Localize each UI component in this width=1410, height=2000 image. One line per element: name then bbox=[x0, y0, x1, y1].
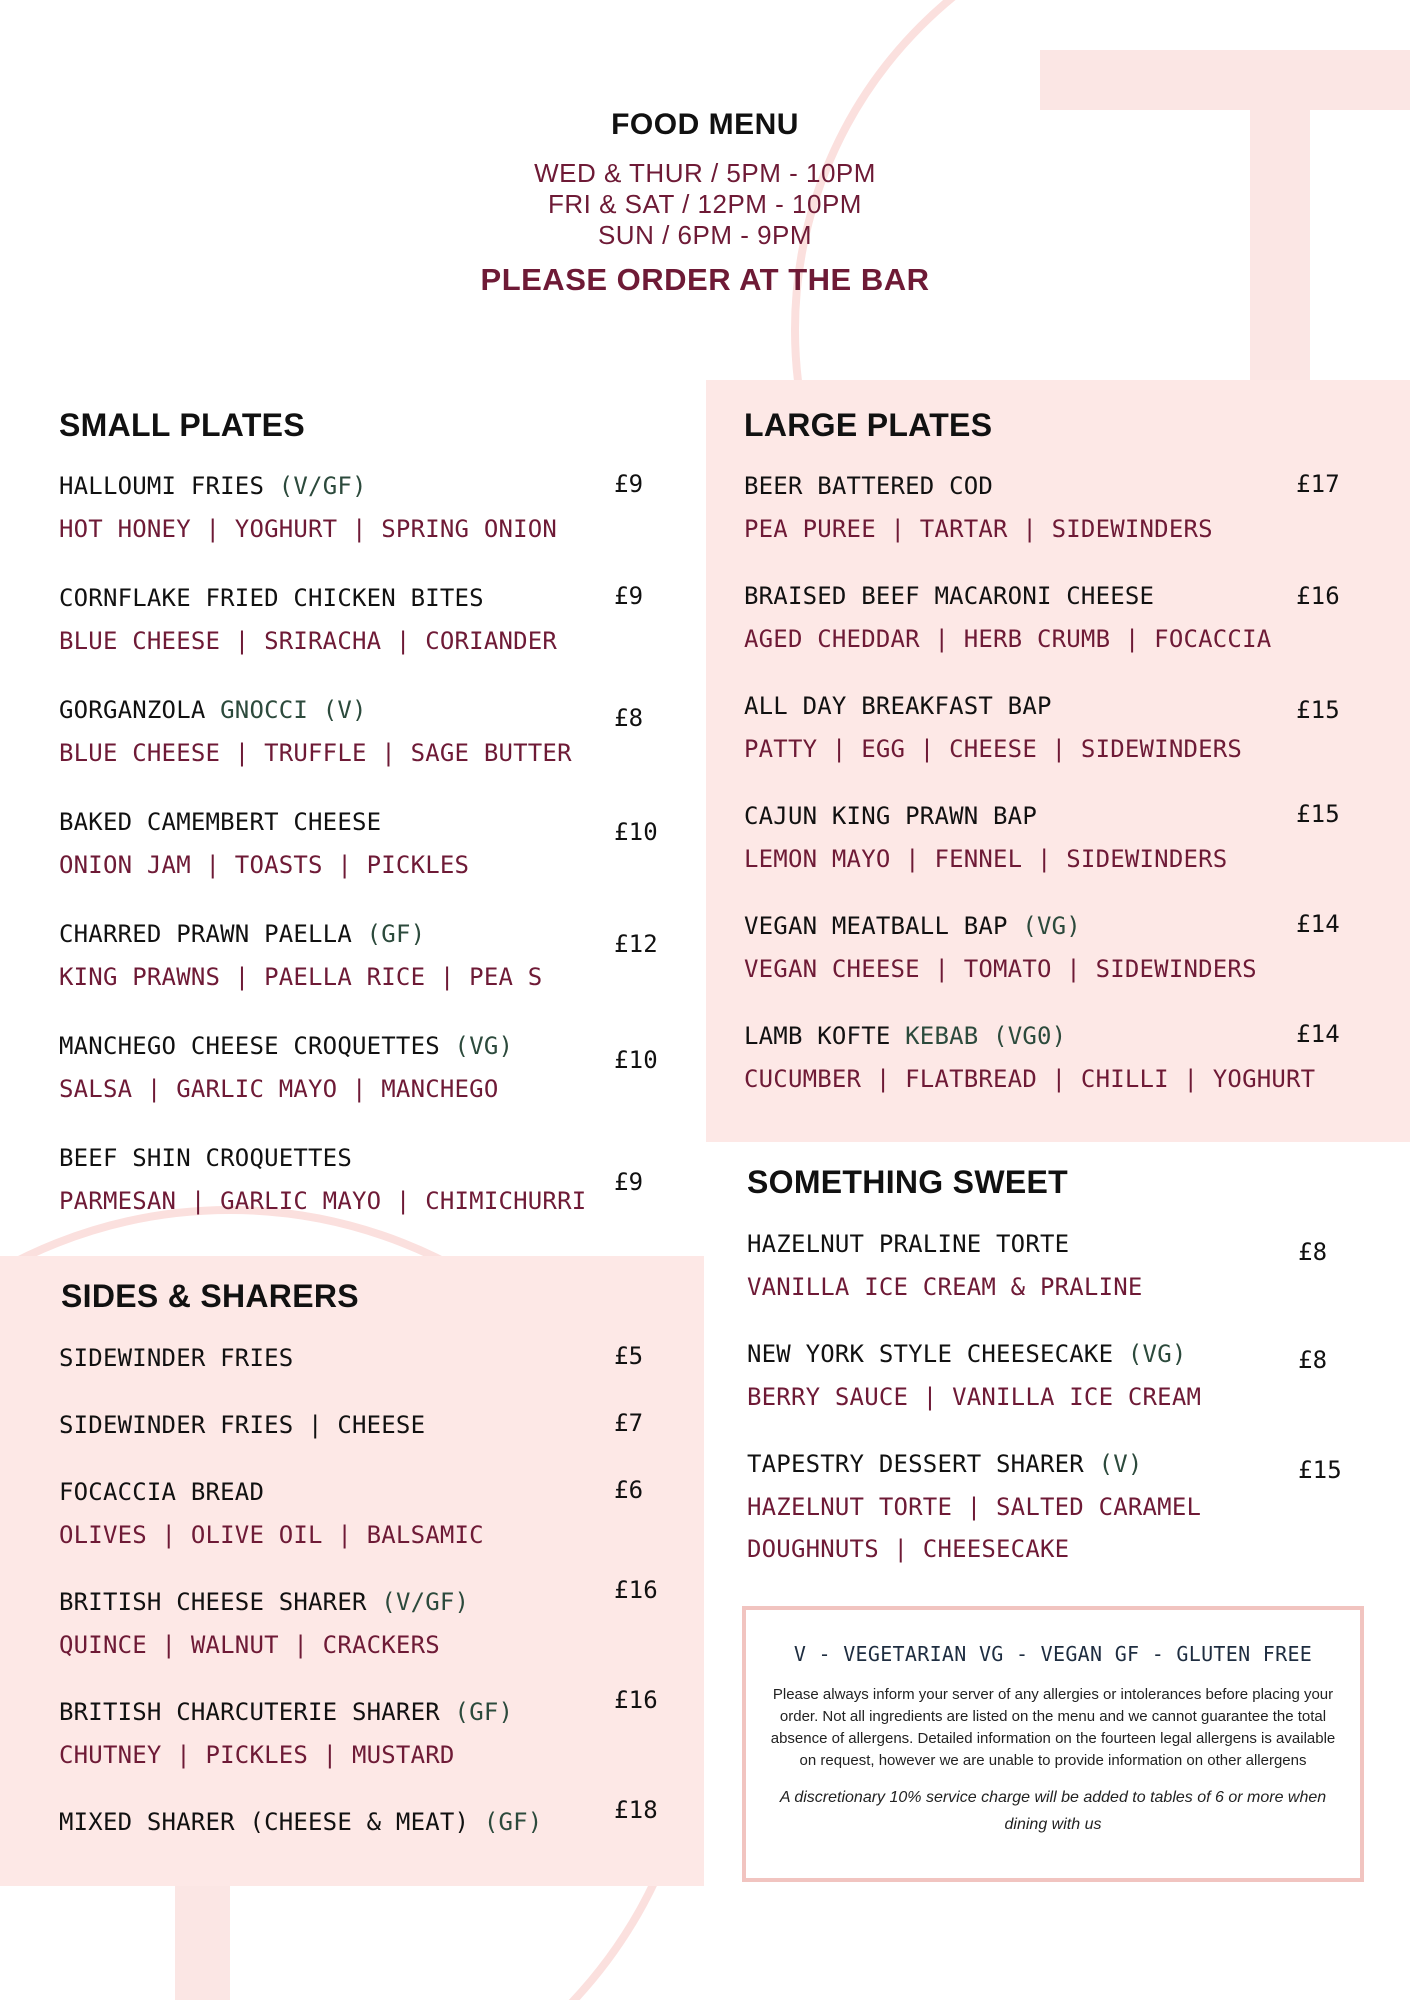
item-price: £10 bbox=[614, 1046, 658, 1074]
item-description: KING PRAWNS | PAELLA RICE | PEA S bbox=[59, 963, 543, 991]
item-name bbox=[59, 1032, 513, 1060]
item-price: £8 bbox=[614, 704, 644, 732]
item-name bbox=[747, 1340, 1187, 1368]
dietary-tag: (GF) bbox=[483, 1808, 543, 1836]
item-description: HAZELNUT TORTE | SALTED CARAMEL bbox=[747, 1493, 1202, 1521]
menu-item bbox=[59, 920, 694, 1020]
item-price: £16 bbox=[1296, 582, 1340, 610]
item-name bbox=[59, 1411, 425, 1439]
dietary-tag: (V/GF) bbox=[381, 1588, 470, 1616]
item-description: PARMESAN | GARLIC MAYO | CHIMICHURRI bbox=[59, 1187, 587, 1215]
item-description: QUINCE | WALNUT | CRACKERS bbox=[59, 1631, 440, 1659]
item-description: OLIVES | OLIVE OIL | BALSAMIC bbox=[59, 1521, 484, 1549]
item-name bbox=[59, 1698, 513, 1726]
item-name bbox=[59, 696, 367, 724]
item-description: BERRY SAUCE | VANILLA ICE CREAM bbox=[747, 1383, 1202, 1411]
dietary-tag: KEBAB (VG0) bbox=[905, 1022, 1067, 1050]
item-title: CORNFLAKE FRIED CHICKEN BITES bbox=[59, 584, 484, 612]
item-price: £12 bbox=[614, 930, 658, 958]
item-price: £15 bbox=[1296, 696, 1340, 724]
item-description: BLUE CHEESE | SRIRACHA | CORIANDER bbox=[59, 627, 558, 655]
item-description: PATTY | EGG | CHEESE | SIDEWINDERS bbox=[744, 735, 1243, 763]
item-price: £5 bbox=[614, 1342, 644, 1370]
dietary-tag: (GF) bbox=[366, 920, 426, 948]
item-title: MANCHEGO CHEESE CROQUETTES bbox=[59, 1032, 440, 1060]
item-description: CHUTNEY | PICKLES | MUSTARD bbox=[59, 1741, 455, 1769]
item-price: £16 bbox=[614, 1576, 658, 1604]
item-price: £14 bbox=[1296, 910, 1340, 938]
item-title: CHARRED PRAWN PAELLA bbox=[59, 920, 352, 948]
menu-item bbox=[59, 696, 694, 796]
item-description: BLUE CHEESE | TRUFFLE | SAGE BUTTER bbox=[59, 739, 572, 767]
small-plates-title: SMALL PLATES bbox=[59, 407, 305, 443]
item-price: £7 bbox=[614, 1409, 644, 1437]
menu-item bbox=[59, 472, 694, 572]
item-name bbox=[744, 912, 1081, 940]
item-price: £18 bbox=[614, 1796, 658, 1824]
menu-item bbox=[744, 472, 1376, 572]
item-description: AGED CHEDDAR | HERB CRUMB | FOCACCIA bbox=[744, 625, 1272, 653]
item-title: BEER BATTERED COD bbox=[744, 472, 994, 500]
item-title: CAJUN KING PRAWN BAP bbox=[744, 802, 1037, 830]
item-price: £16 bbox=[614, 1686, 658, 1714]
item-description: SALSA | GARLIC MAYO | MANCHEGO bbox=[59, 1075, 499, 1103]
item-name bbox=[744, 692, 1052, 720]
item-name bbox=[59, 1144, 352, 1172]
menu-title: FOOD MENU bbox=[611, 108, 799, 141]
item-title: FOCACCIA BREAD bbox=[59, 1478, 265, 1506]
item-title: SIDEWINDER FRIES | CHEESE bbox=[59, 1411, 426, 1439]
item-title: BEEF SHIN CROQUETTES bbox=[59, 1144, 352, 1172]
item-title: HAZELNUT PRALINE TORTE bbox=[747, 1230, 1070, 1258]
menu-item bbox=[744, 692, 1376, 792]
item-name bbox=[59, 1344, 293, 1372]
menu-item bbox=[744, 1022, 1376, 1122]
item-name bbox=[59, 808, 381, 836]
menu-item bbox=[59, 1576, 694, 1688]
menu-item bbox=[744, 912, 1376, 1012]
dietary-tag: (VG) bbox=[454, 1032, 514, 1060]
hours-line: FRI & SAT / 12PM - 10PM bbox=[548, 189, 862, 219]
item-name bbox=[59, 1478, 264, 1506]
dietary-tag: (VG) bbox=[1127, 1340, 1187, 1368]
item-name bbox=[59, 472, 367, 500]
menu-item bbox=[59, 1686, 694, 1798]
item-title: BRITISH CHEESE SHARER bbox=[59, 1588, 367, 1616]
item-name bbox=[744, 1022, 1066, 1050]
dietary-tag: (V) bbox=[1098, 1450, 1143, 1478]
item-name bbox=[747, 1230, 1069, 1258]
item-price: £17 bbox=[1296, 470, 1340, 498]
item-title: GORGANZOLA bbox=[59, 696, 206, 724]
item-name bbox=[59, 1588, 469, 1616]
item-price: £6 bbox=[614, 1476, 644, 1504]
menu-item bbox=[744, 802, 1376, 902]
menu-item bbox=[59, 1478, 694, 1578]
dietary-tag: (GF) bbox=[454, 1698, 514, 1726]
item-title: SIDEWINDER FRIES bbox=[59, 1344, 294, 1372]
item-title: MIXED SHARER (CHEESE & MEAT) bbox=[59, 1808, 470, 1836]
item-description: HOT HONEY | YOGHURT | SPRING ONION bbox=[59, 515, 558, 543]
menu-item bbox=[744, 582, 1376, 682]
dietary-tag: (VG) bbox=[1022, 912, 1081, 940]
item-name bbox=[59, 920, 425, 948]
sides-title: SIDES & SHARERS bbox=[61, 1278, 359, 1314]
item-description: PEA PUREE | TARTAR | SIDEWINDERS bbox=[744, 515, 1213, 543]
item-title: BRITISH CHARCUTERIE SHARER bbox=[59, 1698, 440, 1726]
order-note: PLEASE ORDER AT THE BAR bbox=[480, 262, 930, 297]
item-price: £9 bbox=[614, 1168, 644, 1196]
item-description: CUCUMBER | FLATBREAD | CHILLI | YOGHURT bbox=[744, 1065, 1316, 1093]
item-description: ONION JAM | TOASTS | PICKLES bbox=[59, 851, 470, 879]
item-name bbox=[59, 1808, 542, 1836]
item-price: £15 bbox=[1298, 1456, 1342, 1484]
item-price: £14 bbox=[1296, 1020, 1340, 1048]
item-title: BAKED CAMEMBERT CHEESE bbox=[59, 808, 382, 836]
item-price: £15 bbox=[1296, 800, 1340, 828]
hours-line: SUN / 6PM - 9PM bbox=[597, 220, 813, 250]
menu-item bbox=[59, 584, 694, 684]
opening-hours bbox=[0, 158, 1410, 251]
menu-item bbox=[747, 1340, 1378, 1440]
item-name bbox=[59, 584, 484, 612]
item-name bbox=[744, 802, 1037, 830]
item-title: VEGAN MEATBALL BAP bbox=[744, 912, 1008, 940]
allergen-info-box bbox=[742, 1606, 1364, 1882]
hours-line: WED & THUR / 5PM - 10PM bbox=[534, 158, 876, 188]
item-title: LAMB KOFTE bbox=[744, 1022, 891, 1050]
item-price: £9 bbox=[614, 470, 644, 498]
service-charge-note: A discretionary 10% service charge will be added to tables of 6 or more when dining with us bbox=[779, 1789, 1327, 1833]
menu-item bbox=[59, 808, 694, 908]
item-description: VEGAN CHEESE | TOMATO | SIDEWINDERS bbox=[744, 955, 1257, 983]
item-price: £9 bbox=[614, 582, 644, 610]
dietary-key: V - VEGETARIAN VG - VEGAN GF - GLUTEN FREE bbox=[793, 1642, 1313, 1666]
dietary-tag: GNOCCI (V) bbox=[220, 696, 367, 724]
menu-item bbox=[747, 1230, 1378, 1330]
menu-item bbox=[747, 1450, 1378, 1563]
item-title: BRAISED BEEF MACARONI CHEESE bbox=[744, 582, 1155, 610]
item-title: HALLOUMI FRIES bbox=[59, 472, 265, 500]
menu-item bbox=[59, 1796, 694, 1908]
menu-item bbox=[59, 1032, 694, 1132]
dietary-tag: (V/GF) bbox=[278, 472, 367, 500]
item-price: £8 bbox=[1298, 1238, 1328, 1266]
item-description: LEMON MAYO | FENNEL | SIDEWINDERS bbox=[744, 845, 1228, 873]
item-title: ALL DAY BREAKFAST BAP bbox=[744, 692, 1052, 720]
item-name bbox=[744, 472, 993, 500]
allergy-notice: Please always inform your server of any allergies or intolerances before placing your order. Not all ingredients are listed on the menu and we cannot guarantee the total absence of allergens. Detailed information on the fourteen legal allergens is available on request, however we are unable to provide information on other allergens bbox=[770, 1686, 1336, 1769]
item-description: VANILLA ICE CREAM & PRALINE bbox=[747, 1273, 1143, 1301]
item-price: £8 bbox=[1298, 1346, 1328, 1374]
menu-item bbox=[59, 1144, 694, 1244]
item-price: £10 bbox=[614, 818, 658, 846]
large-plates-title: LARGE PLATES bbox=[744, 407, 993, 443]
item-name bbox=[744, 582, 1154, 610]
item-title: NEW YORK STYLE CHEESECAKE bbox=[747, 1340, 1114, 1368]
item-name bbox=[747, 1450, 1143, 1478]
item-description: DOUGHNUTS | CHEESECAKE bbox=[747, 1535, 1070, 1563]
item-title: TAPESTRY DESSERT SHARER bbox=[747, 1450, 1084, 1478]
sweet-title: SOMETHING SWEET bbox=[747, 1164, 1068, 1200]
